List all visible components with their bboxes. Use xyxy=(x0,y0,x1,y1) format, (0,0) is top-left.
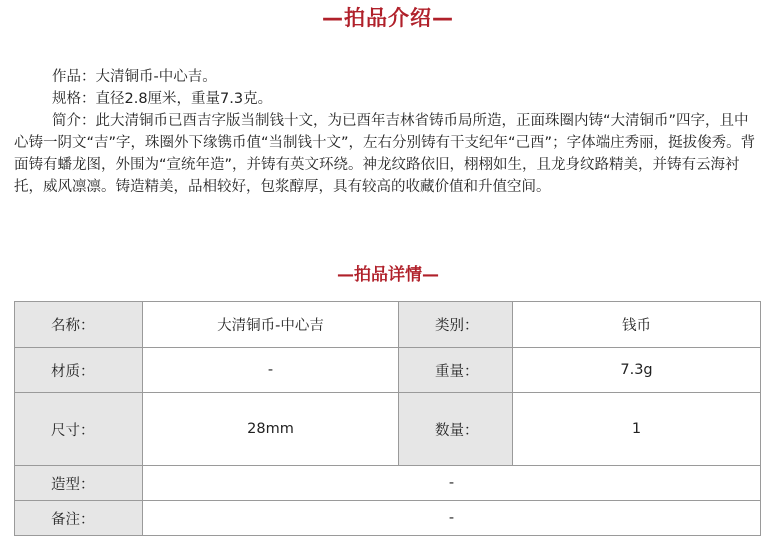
details-title: —拍品详情— xyxy=(337,265,439,285)
work-line: 作品：大清铜币-中心吉。 xyxy=(52,69,217,85)
shape-label: 造型： xyxy=(15,466,143,501)
page-title: —拍品介绍— xyxy=(322,6,454,30)
description-text xyxy=(14,110,760,198)
weight-value: 7.3g xyxy=(513,348,761,393)
notes-label: 备注： xyxy=(15,501,143,536)
name-value: 大清铜币-中心吉 xyxy=(143,302,399,348)
quantity-label: 数量： xyxy=(399,393,513,466)
category-value: 钱币 xyxy=(513,302,761,348)
notes-value: - xyxy=(143,501,761,536)
size-label: 尺寸： xyxy=(15,393,143,466)
description-body: 简介：此大清铜币已酉吉字版当制钱十文，为已酉年吉林省铸币局所造，正面珠圈内铸“大清铜币”四字，且中心铸一阴文“吉”字，珠圈外下缘镌币值“当制钱十文”，左右分别铸有干支纪年“己酉”；字体端庄秀丽，挺拔俊秀。背面铸有蟠龙图，外围为“宣统年造”，并铸有英文环绕。神龙纹路依旧，栩栩如生，且龙身纹路精美，并铸有云海衬托，威风凛凛。铸造精美，品相较好，包浆醇厚，具有较高的收藏价值和升值空间。 xyxy=(14,113,756,195)
size-value: 28mm xyxy=(143,393,399,466)
name-label: 名称： xyxy=(15,302,143,348)
category-label: 类别： xyxy=(399,302,513,348)
quantity-value: 1 xyxy=(513,393,761,466)
table-row xyxy=(15,466,761,501)
shape-value: - xyxy=(143,466,761,501)
material-value: - xyxy=(143,348,399,393)
spec-line: 规格：直径2.8厘米，重量7.3克。 xyxy=(52,91,273,107)
intro-section xyxy=(14,66,760,198)
material-label: 材质： xyxy=(15,348,143,393)
table-row xyxy=(15,302,761,348)
table-row xyxy=(15,348,761,393)
details-table xyxy=(14,301,761,536)
table-row xyxy=(15,393,761,466)
table-row xyxy=(15,501,761,536)
weight-label: 重量： xyxy=(399,348,513,393)
